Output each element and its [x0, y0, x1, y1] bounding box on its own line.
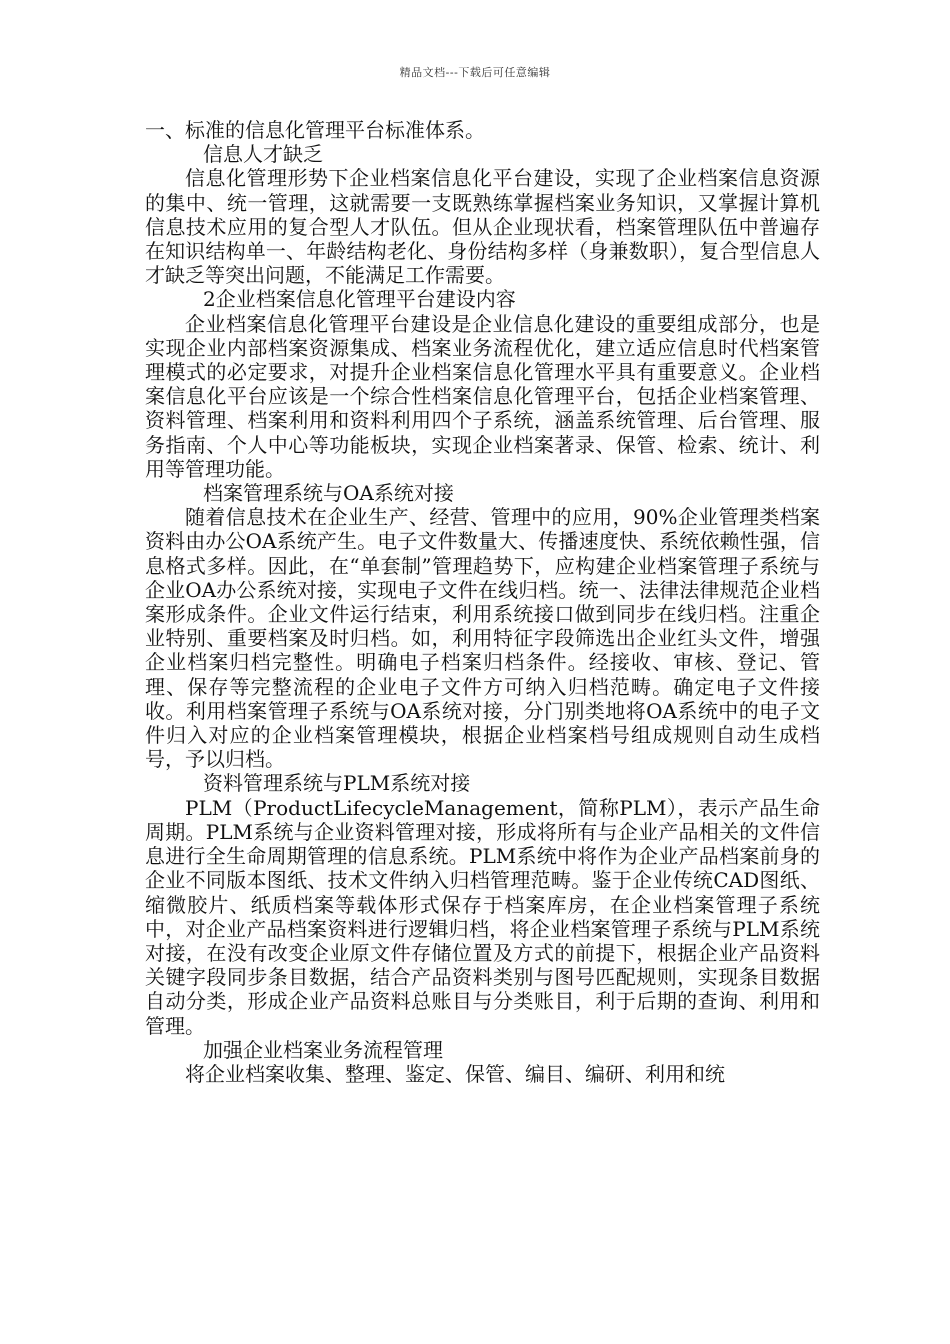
paragraph-talent-shortage: 信息化管理形势下企业档案信息化平台建设，实现了企业档案信息资源的集中、统一管理，这就需要一支既熟练掌握档案业务知识，又掌握计算机信息技术应用的复合型人才队伍。但从企业现状看，档案管理队伍中普遍存在知识结构单一、年龄结构老化、身份结构多样（身兼数职），复合型信息人才缺乏等突出问题，不能满足工作需要。	[145, 166, 820, 288]
paragraph-platform-content: 企业档案信息化管理平台建设是企业信息化建设的重要组成部分，也是实现企业内部档案资源集成、档案业务流程优化，建立适应信息时代档案管理模式的必定要求，对提升企业档案信息化管理水平具有重要意义。企业档案信息化平台应该是一个综合性档案信息化管理平台，包括企业档案管理、资料管理、档案利用和资料利用四个子系统，涵盖系统管理、后台管理、服务指南、个人中心等功能板块，实现企业档案著录、保管、检索、统计、利用等管理功能。	[145, 311, 820, 481]
subheading-process-management: 加强企业档案业务流程管理	[203, 1037, 443, 1062]
paragraph-process-management: 将企业档案收集、整理、鉴定、保管、编目、编研、利用和统	[185, 1061, 725, 1086]
subheading-plm-integration: 资料管理系统与PLM系统对接	[203, 771, 471, 796]
paragraph-oa-integration: 随着信息技术在企业生产、经营、管理中的应用，90%企业管理类档案资料由办公OA系统产生。电子文件数量大、传播速度快、系统依赖性强，信息格式多样。因此，在“单套制”管理趋势下，应构建企业档案管理子系统与企业OA办公系统对接，实现电子文件在线归档。统一、法律法律规范企业档案形成条件。企业文件运行结束，利用系统接口做到同步在线归档。注重企业特别、重要档案及时归档。如，利用特征字段筛选出企业红头文件，增强企业档案归档完整性。明确电子档案归档条件。经接收、审核、登记、管理、保存等完整流程的企业电子文件方可纳入归档范畴。确定电子文件接收。利用档案管理子系统与OA系统对接，分门别类地将OA系统中的电子文件归入对应的企业档案管理模块，根据企业档案档号组成规则自动生成档号，予以归档。	[145, 505, 820, 772]
document-body	[145, 118, 820, 1086]
section-title: 一、标准的信息化管理平台标准体系。	[145, 118, 485, 142]
subheading-oa-integration: 档案管理系统与OA系统对接	[203, 481, 454, 506]
subheading-talent-shortage: 信息人才缺乏	[203, 142, 323, 167]
subheading-platform-content: 2企业档案信息化管理平台建设内容	[203, 287, 516, 312]
page-header: 精品文档---下载后可任意编辑	[399, 66, 551, 79]
paragraph-plm-integration: PLM（ProductLifecycleManagement，简称PLM），表示产品生命周期。PLM系统与企业资料管理对接，形成将所有与企业产品相关的文件信息进行全生命周期管理的信息系统。PLM系统中将作为企业产品档案前身的企业不同版本图纸、技术文件纳入归档管理范畴。鉴于企业传统CAD图纸、缩微胶片、纸质档案等载体形式保存于档案库房，在企业档案管理子系统中，对企业产品档案资料进行逻辑归档，将企业档案管理子系统与PLM系统对接，在没有改变企业原文件存储位置及方式的前提下，根据企业产品资料关键字段同步条目数据，结合产品资料类别与图号匹配规则，实现条目数据自动分类，形成企业产品资料总账目与分类账目，利于后期的查询、利用和管理。	[145, 795, 820, 1038]
